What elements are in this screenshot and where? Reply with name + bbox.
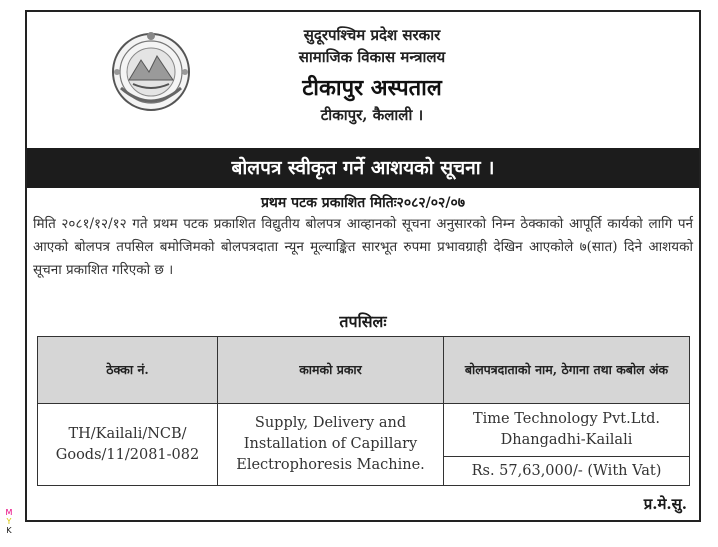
- ministry-name: सामाजिक विकास मन्त्रालय: [298, 48, 446, 66]
- work-type-cell: Supply, Delivery and Installation of Capillary Electrophoresis Machine.: [218, 404, 444, 486]
- print-color-mark: [2, 508, 16, 535]
- table-header-row: [38, 337, 690, 404]
- header-contract-no: ठेक्का नं.: [38, 337, 218, 404]
- notice-body: मिति २०८१/१२/१२ गते प्रथम पटक प्रकाशित विद्युतीय बोलपत्र आव्हानको सूचना अनुसारको निम्न ठेक्काको आपूर्ति कार्यको लागि पर्न आएको बोलपत्र तपसिल बमोजिमको बोलपत्रदाता न्यून मूल्याङ्कित सारभूत रुपमा प्रभावग्राही देखिन आएकोले ७(सात) दिने आशयको सूचना प्रकाशित गरिएको छ ।: [33, 216, 693, 278]
- government-name: सुदूरपश्चिम प्रदेश सरकार: [303, 26, 441, 44]
- contract-no-cell: TH/Kailali/NCB/ Goods/11/2081-082: [38, 404, 218, 486]
- table-row: [38, 404, 690, 457]
- amount-cell: Rs. 57,63,000/- (With Vat): [444, 457, 690, 486]
- header-bidder: बोलपत्रदाताको नाम, ठेगाना तथा कबोल अंक: [444, 337, 690, 404]
- notice-title: बोलपत्र स्वीकृत गर्ने आशयको सूचना ।: [27, 148, 699, 188]
- office-header: [207, 24, 537, 126]
- public-notice: [25, 10, 701, 522]
- office-address: टीकापुर, कैलाली ।: [320, 106, 424, 124]
- header-work-type: कामको प्रकार: [218, 337, 444, 404]
- publish-date: प्रथम पटक प्रकाशित मितिः२०८२/०२/०७: [260, 195, 466, 211]
- hospital-name: टीकापुर अस्पताल: [302, 75, 442, 101]
- signoff: प्र.मे.सु.: [643, 495, 687, 513]
- details-heading: तपसिलः: [339, 312, 387, 331]
- nepal-emblem-icon: [107, 28, 195, 116]
- margin-mark-k: K: [6, 526, 12, 535]
- margin-mark-y: Y: [6, 517, 12, 526]
- margin-mark-m: M: [5, 508, 13, 517]
- contract-table: [37, 336, 690, 486]
- bidder-cell: Time Technology Pvt.Ltd. Dhangadhi-Kailali: [444, 404, 690, 457]
